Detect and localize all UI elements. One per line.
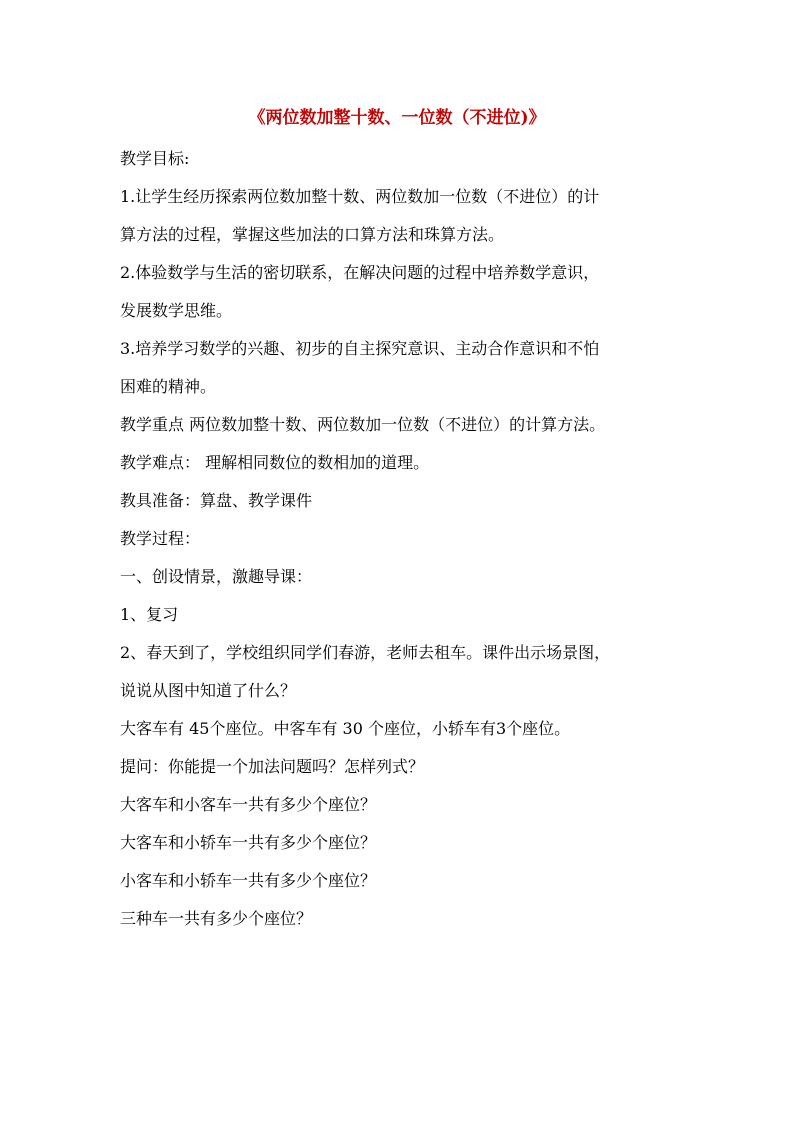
paragraph-line: 2.体验数学与生活的密切联系，在解决问题的过程中培养数学意识，: [120, 263, 600, 282]
paragraph-line: 一、创设情景，激趣导课：: [120, 567, 313, 586]
paragraph-line: 说说从图中知道了什么？: [120, 681, 297, 700]
paragraph-line: 提问：你能提一个加法问题吗？怎样列式？: [120, 757, 425, 776]
paragraph-line: 发展数学思维。: [120, 301, 233, 320]
paragraph-line: 三种车一共有多少个座位？: [120, 909, 313, 928]
paragraph-line: 教学重点 两位数加整十数、两位数加一位数（不进位）的计算方法。: [120, 415, 606, 434]
paragraph-line: 1、复习: [120, 605, 179, 624]
paragraph-line: 1.让学生经历探索两位数加整十数、两位数加一位数（不进位）的计: [120, 187, 600, 206]
paragraph-line: 大客车有 45个座位。中客车有 30 个座位，小轿车有3个座位。: [120, 719, 571, 738]
paragraph-line: 教学目标:: [120, 149, 190, 168]
paragraph-line: 2、春天到了，学校组织同学们春游，老师去租车。课件出示场景图，: [120, 643, 611, 662]
paragraph-line: 3.培养学习数学的兴趣、初步的自主探究意识、主动合作意识和不怕: [120, 339, 600, 358]
paragraph-line: 大客车和小客车一共有多少个座位？: [120, 795, 377, 814]
paragraph-line: 小客车和小轿车一共有多少个座位？: [120, 871, 377, 890]
paragraph-line: 困难的精神。: [120, 377, 217, 396]
paragraph-line: 教学过程：: [120, 529, 201, 548]
paragraph-line: 教学难点： 理解相同数位的数相加的道理。: [120, 453, 430, 472]
paragraph-line: 大客车和小轿车一共有多少个座位？: [120, 833, 377, 852]
paragraph-line: 算方法的过程，掌握这些加法的口算方法和珠算方法。: [120, 225, 505, 244]
paragraph-line: 教具准备：算盘、教学课件: [120, 491, 313, 510]
document-body: [120, 140, 680, 938]
document-title: 《两位数加整十数、一位数（不进位)》: [248, 108, 546, 128]
